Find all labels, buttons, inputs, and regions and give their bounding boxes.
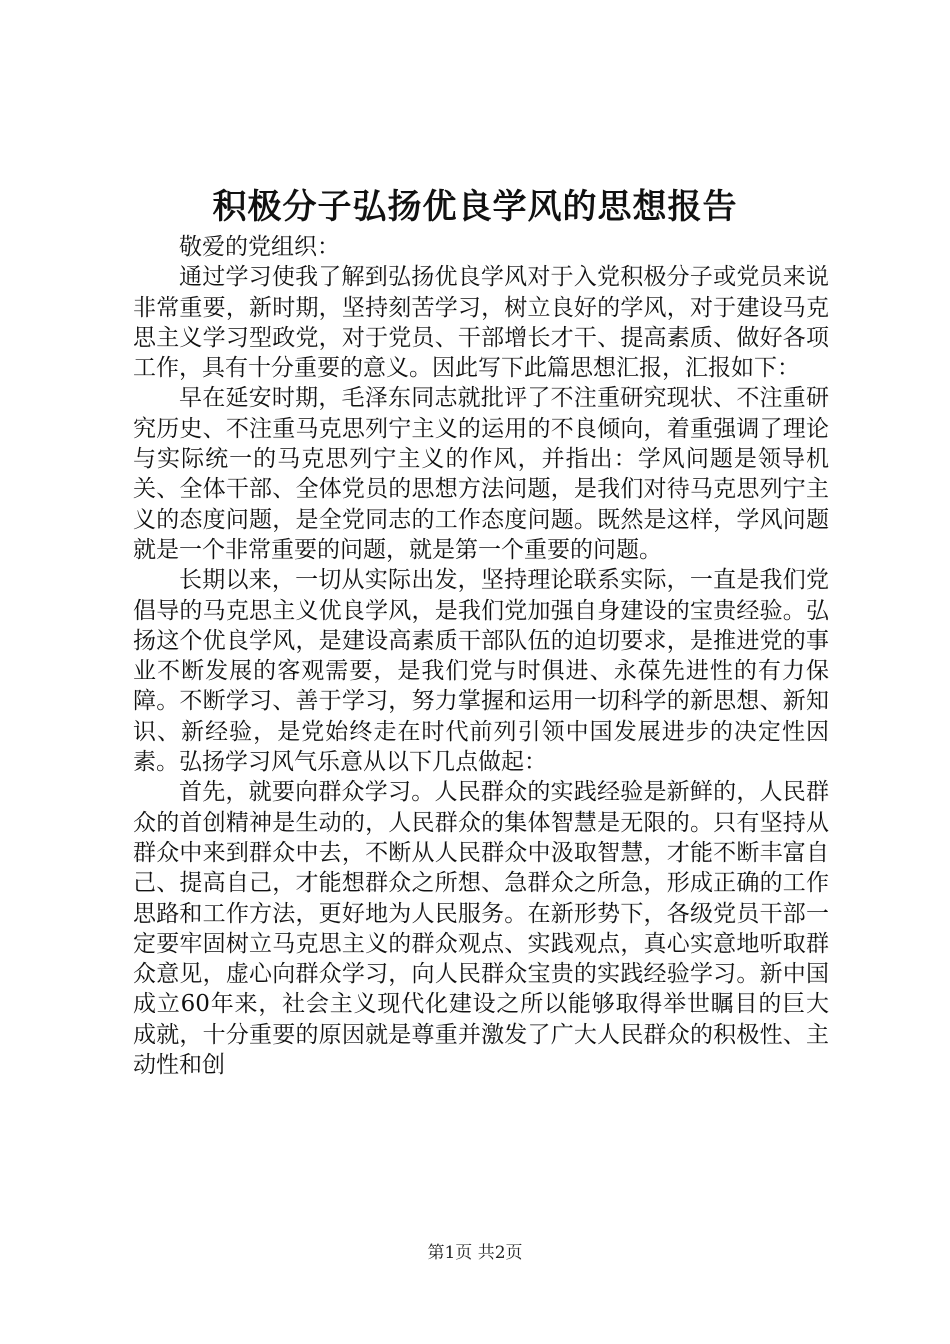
salutation: 敬爱的党组织： <box>179 234 340 260</box>
document-body <box>133 232 829 1080</box>
paragraph-yanan: 早在延安时期，毛泽东同志就批评了不注重研究现状、不注重研究历史、不注重马克思列宁主义的运用的不良倾向，着重强调了理论与实际统一的马克思列宁主义的作风，并指出：学风问题是领导机关、全体干部、全体党员的思想方法问题，是我们对待马克思列宁主义的态度问题，是全党同志的工作态度问题。既然是这样，学风问题就是一个非常重要的问题，就是第一个重要的问题。 <box>133 385 829 563</box>
paragraph-longterm: 长期以来，一切从实际出发，坚持理论联系实际，一直是我们党倡导的马克思主义优良学风，是我们党加强自身建设的宝贵经验。弘扬这个优良学风，是建设高素质干部队伍的迫切要求，是推进党的事业不断发展的客观需要，是我们党与时俱进、永葆先进性的有力保障。不断学习、善于学习，努力掌握和运用一切科学的新思想、新知识、新经验，是党始终走在时代前列引领中国发展进步的决定性因素。弘扬学习风气乐意从以下几点做起： <box>133 567 829 776</box>
paragraph-first: 首先，就要向群众学习。人民群众的实践经验是新鲜的，人民群众的首创精神是生动的，人民群众的集体智慧是无限的。只有坚持从群众中来到群众中去，不断从人民群众中汲取智慧，才能不断丰富自己、提高自己，才能想群众之所想、急群众之所急，形成正确的工作思路和工作方法，更好地为人民服务。在新形势下，各级党员干部一定要牢固树立马克思主义的群众观点、实践观点，真心实意地听取群众意见，虚心向群众学习，向人民群众宝贵的实践经验学习。新中国成立60年来，社会主义现代化建设之所以能够取得举世瞩目的巨大成就，十分重要的原因就是尊重并激发了广大人民群众的积极性、主动性和创 <box>133 779 829 1079</box>
document-title: 积极分子弘扬优良学风的思想报告 <box>212 187 738 227</box>
page-number: 第1页 共2页 <box>427 1243 523 1263</box>
paragraph-intro: 通过学习使我了解到弘扬优良学风对于入党积极分子或党员来说非常重要，新时期，坚持刻苦学习，树立良好的学风，对于建设马克思主义学习型政党，对于党员、干部增长才干、提高素质、做好各项工作，具有十分重要的意义。因此写下此篇思想汇报，汇报如下： <box>133 264 829 382</box>
